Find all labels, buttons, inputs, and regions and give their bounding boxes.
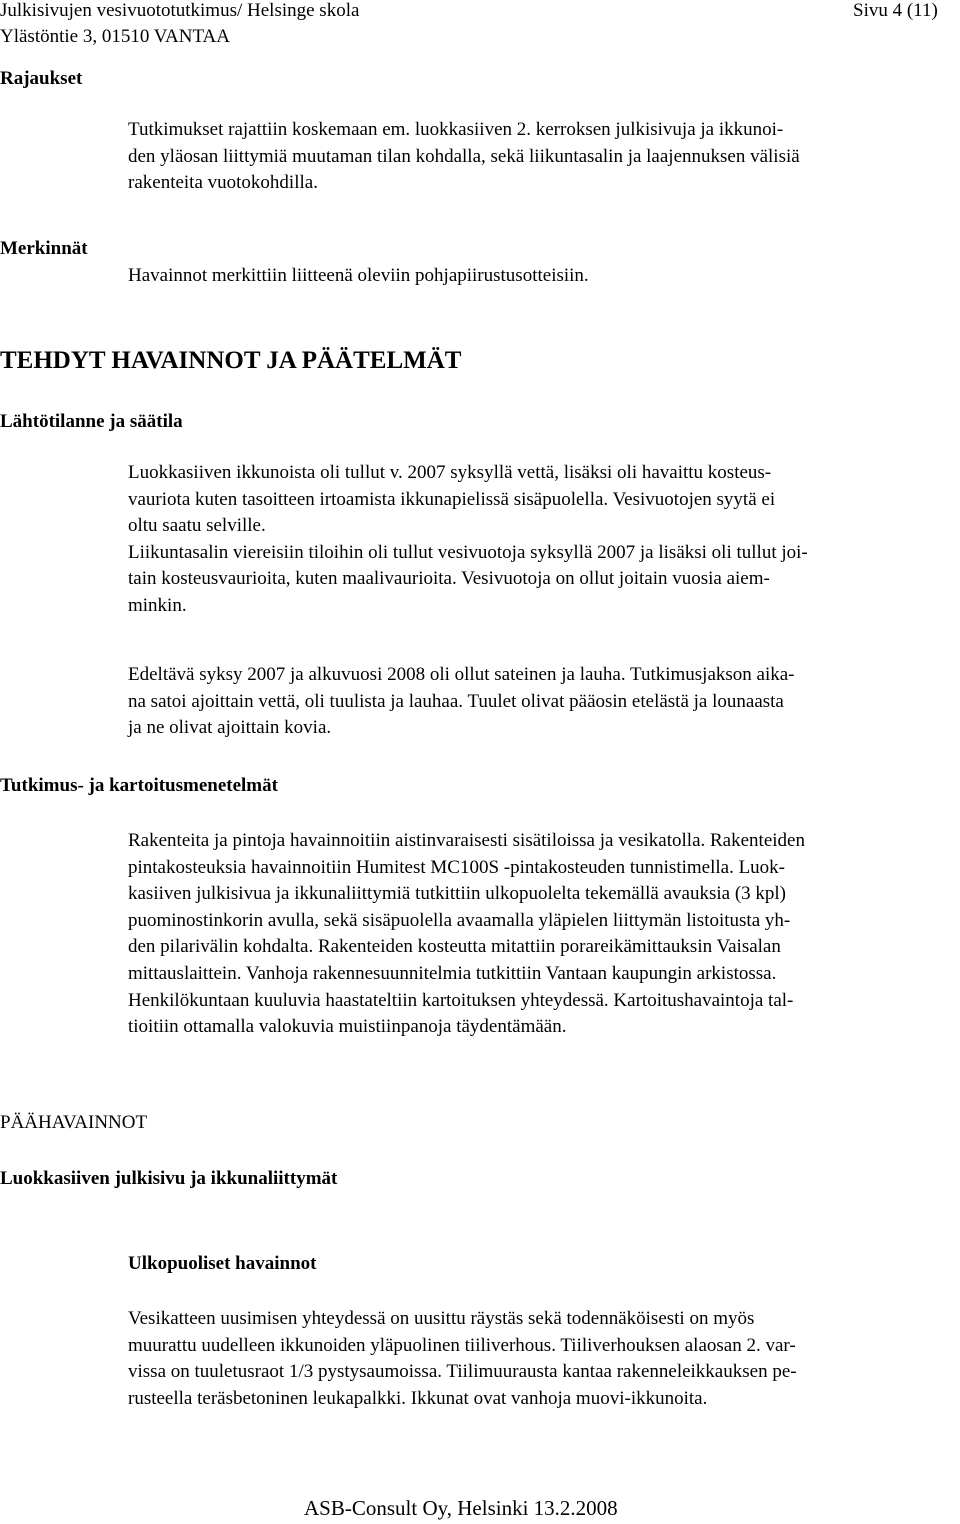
text-line: rusteella teräsbetoninen leukapalkki. Ikkunat ovat vanhoja muovi-ikkunoita. [128,1387,708,1409]
header-address: Ylästöntie 3, 01510 VANTAA [0,26,230,47]
text-line: muurattu uudelleen ikkunoiden yläpuolinen tiiliverhous. Tiiliverhouksen alaosan 2. var- [128,1334,796,1356]
paahavainnot-heading: PÄÄHAVAINNOT [0,1112,148,1133]
footer: ASB-Consult Oy, Helsinki 13.2.2008 [304,1496,618,1520]
text-line: puominostinkorin avulla, sekä sisäpuolella avaamalla yläpielen liittymän listoitusta yh- [128,909,791,931]
text-line: tain kosteusvaurioita, kuten maalivaurioita. Vesivuotoja on ollut joitain vuosia aiem- [128,568,770,590]
text-line: vissa on tuuletusraot 1/3 pystysaumoissa. Tiilimuurausta kantaa rakenneleikkauksen pe- [128,1361,797,1383]
text-line: Vesikatteen uusimisen yhteydessä on uusittu räystäs sekä todennäköisesti on myös [128,1308,755,1329]
text-line: Tutkimukset rajattiin koskemaan em. luokkasiiven 2. kerroksen julkisivuja ja ikkunoi- [128,119,784,140]
paahavainnot-subheading: Luokkasiiven julkisivu ja ikkunaliittymät [0,1168,338,1189]
lahtotilanne-label: Lähtötilanne ja säätila [0,411,183,432]
merkinnat-text: Havainnot merkittiin liitteenä oleviin pohjapiirustusotteisiin. [128,265,589,286]
text-line: vauriota kuten tasoitteen irtoamista ikkunapielissä sisäpuolella. Vesivuotojen syytä ei [128,488,776,510]
ulkopuoliset-label: Ulkopuoliset havainnot [128,1253,317,1274]
text-line: Luokkasiiven ikkunoista oli tullut v. 2007 syksyllä vettä, lisäksi oli havaittu kosteus- [128,462,772,483]
rajaukset-label: Rajaukset [0,68,83,89]
text-line: na satoi ajoittain vettä, oli tuulista ja lauhaa. Tuulet olivat pääosin etelästä ja lounaasta [128,690,784,712]
merkinnat-label: Merkinnät [0,238,88,259]
text-line: Henkilökuntaan kuuluvia haastateltiin kartoituksen yhteydessä. Kartoitushavaintoja tal- [128,989,794,1011]
lahtotilanne-paragraph-1 [128,460,808,620]
text-line: kasiiven julkisivua ja ikkunaliittymiä tutkittiin ulkopuolelta tekemällä avauksia (3 kpl) [128,883,787,905]
lahtotilanne-paragraph-2 [128,662,795,742]
text-line: Liikuntasalin viereisiin tiloihin oli tullut vesivuotoja syksyllä 2007 ja lisäksi oli tullut joi- [128,541,808,563]
text-line: ja ne olivat ajoittain kovia. [128,717,332,739]
menetelmat-text [128,828,805,1041]
text-line: minkin. [128,594,187,616]
text-line: tioitiin ottamalla valokuvia muistiinpanoja täydentämään. [128,1016,567,1038]
text-line: rakenteita vuotokohdilla. [128,172,318,194]
text-line: den pilarivälin kohdalta. Rakenteiden kosteutta mitattiin porareikämittauksin Vaisalan [128,936,781,958]
ulkopuoliset-text [128,1306,797,1412]
menetelmat-label: Tutkimus- ja kartoitusmenetelmät [0,775,278,796]
text-line: pintakosteuksia havainnoitiin Humitest MC100S -pintakosteuden tunnistimella. Luok- [128,856,786,878]
header-org: Julkisivujen vesivuototutkimus/ Helsinge skola [0,0,360,21]
text-line: Edeltävä syksy 2007 ja alkuvuosi 2008 oli ollut sateinen ja lauha. Tutkimusjakson aika- [128,664,795,685]
text-line: oltu saatu selville. [128,515,266,537]
page-number: Sivu 4 (11) [853,0,938,21]
section-heading: TEHDYT HAVAINNOT JA PÄÄTELMÄT [0,347,462,374]
text-line: mittauslaittein. Vanhoja rakennesuunnitelmia tutkittiin Vantaan kaupungin arkistossa. [128,962,777,984]
rajaukset-text [128,117,800,197]
text-line: Rakenteita ja pintoja havainnoitiin aistinvaraisesti sisätiloissa ja vesikatolla. Rakenteiden [128,830,805,851]
text-line: den yläosan liittymiä muutaman tilan kohdalla, sekä liikuntasalin ja laajennuksen välisiä [128,145,800,167]
